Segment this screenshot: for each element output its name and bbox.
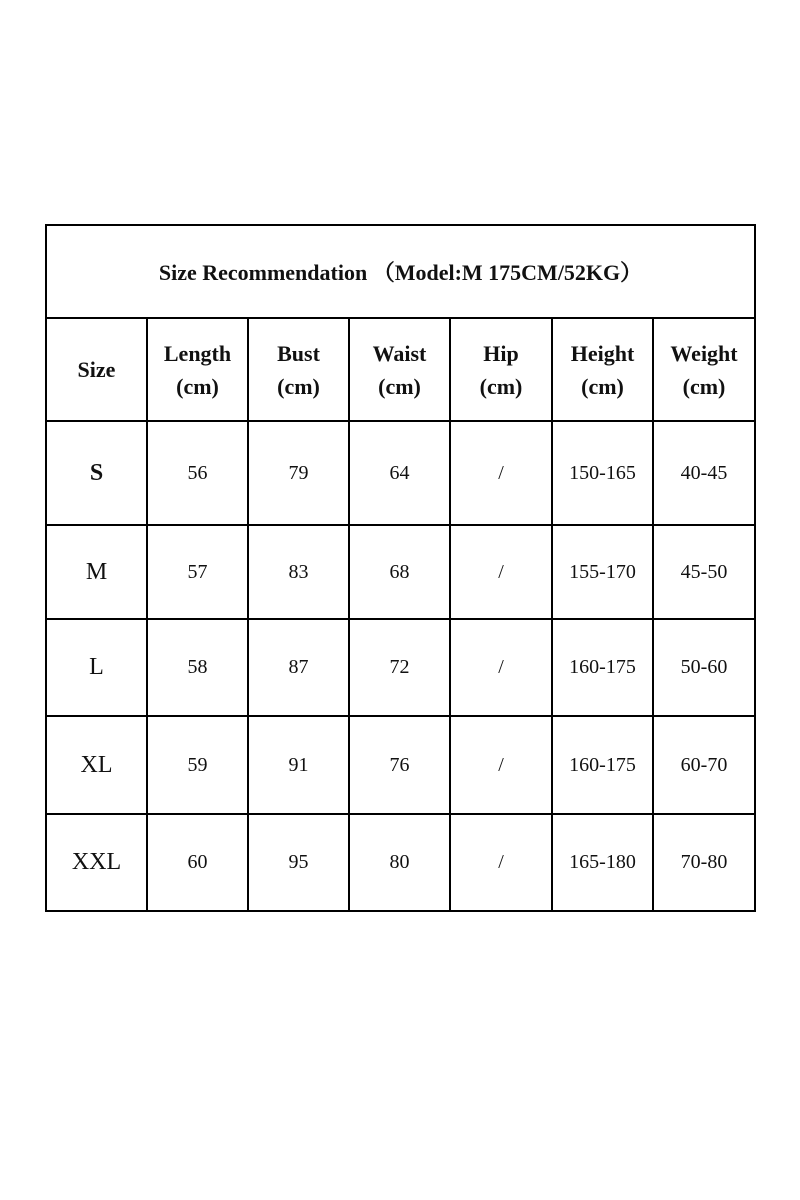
header-length xyxy=(147,318,248,421)
length-cell: 57 xyxy=(147,525,248,619)
height-cell: 160-175 xyxy=(552,716,653,814)
waist-cell: 72 xyxy=(349,619,450,716)
weight-cell: 60-70 xyxy=(653,716,755,814)
header-label: Height xyxy=(570,340,635,366)
table-row xyxy=(46,814,755,911)
table-row xyxy=(46,619,755,716)
size-cell: L xyxy=(46,619,147,716)
header-hip xyxy=(450,318,552,421)
bust-cell: 95 xyxy=(248,814,349,911)
length-cell: 58 xyxy=(147,619,248,716)
header-waist xyxy=(349,318,450,421)
header-label: Length xyxy=(163,340,232,366)
length-cell: 56 xyxy=(147,421,248,525)
header-height xyxy=(552,318,653,421)
hip-cell: / xyxy=(450,421,552,525)
table-row xyxy=(46,525,755,619)
waist-cell: 64 xyxy=(349,421,450,525)
waist-cell: 76 xyxy=(349,716,450,814)
size-chart-table xyxy=(45,224,756,912)
weight-cell: 70-80 xyxy=(653,814,755,911)
header-bust xyxy=(248,318,349,421)
header-row xyxy=(46,318,755,421)
weight-cell: 50-60 xyxy=(653,619,755,716)
title-row xyxy=(46,225,755,318)
bust-cell: 87 xyxy=(248,619,349,716)
length-cell: 60 xyxy=(147,814,248,911)
hip-cell: / xyxy=(450,716,552,814)
height-cell: 160-175 xyxy=(552,619,653,716)
hip-cell: / xyxy=(450,619,552,716)
header-unit: (cm) xyxy=(479,373,523,399)
header-label: Bust xyxy=(277,340,320,366)
weight-cell: 40-45 xyxy=(653,421,755,525)
size-cell: S xyxy=(46,421,147,525)
header-label: Hip xyxy=(483,340,519,366)
waist-cell: 80 xyxy=(349,814,450,911)
table-title: Size Recommendation （Model:M 175CM/52KG） xyxy=(46,225,755,318)
bust-cell: 83 xyxy=(248,525,349,619)
header-weight xyxy=(653,318,755,421)
height-cell: 165-180 xyxy=(552,814,653,911)
hip-cell: / xyxy=(450,525,552,619)
table-row xyxy=(46,421,755,525)
waist-cell: 68 xyxy=(349,525,450,619)
weight-cell: 45-50 xyxy=(653,525,755,619)
size-cell: XXL xyxy=(46,814,147,911)
header-unit: (cm) xyxy=(378,373,421,399)
height-cell: 155-170 xyxy=(552,525,653,619)
header-unit: (cm) xyxy=(682,373,726,399)
size-cell: XL xyxy=(46,716,147,814)
header-label: Weight xyxy=(670,340,738,366)
bust-cell: 91 xyxy=(248,716,349,814)
header-unit: (cm) xyxy=(277,373,320,399)
hip-cell: / xyxy=(450,814,552,911)
header-label: Size xyxy=(77,357,116,382)
bust-cell: 79 xyxy=(248,421,349,525)
header-label: Waist xyxy=(372,340,427,366)
header-unit: (cm) xyxy=(581,373,624,399)
size-cell: M xyxy=(46,525,147,619)
height-cell: 150-165 xyxy=(552,421,653,525)
length-cell: 59 xyxy=(147,716,248,814)
header-unit: (cm) xyxy=(176,373,219,399)
table-row xyxy=(46,716,755,814)
header-size xyxy=(46,318,147,421)
